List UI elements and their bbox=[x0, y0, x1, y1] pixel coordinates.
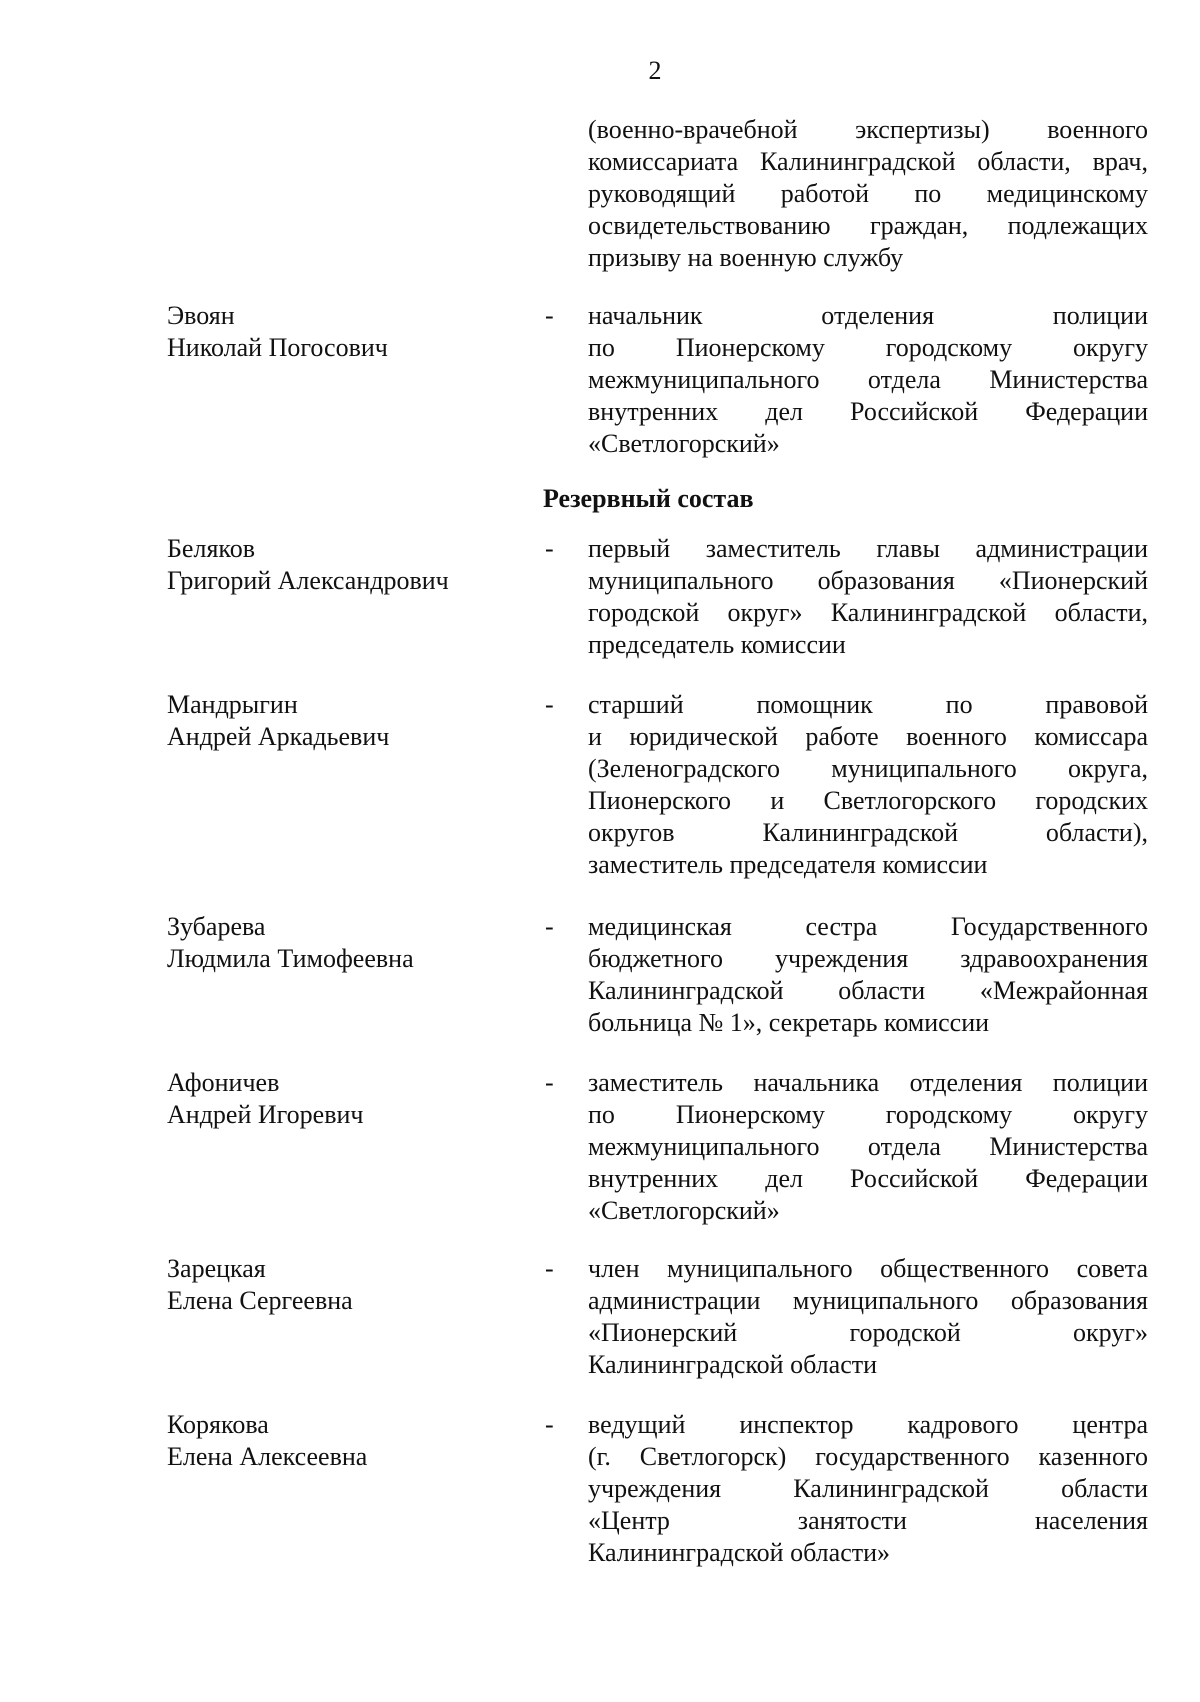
member-given-name: Григорий Александрович bbox=[167, 566, 449, 595]
description-line: администрации муниципального образования bbox=[588, 1286, 1148, 1315]
entry-description bbox=[588, 1253, 1148, 1381]
entry-dash: - bbox=[545, 301, 554, 330]
member-given-name: Андрей Игоревич bbox=[167, 1100, 364, 1129]
description-line: округов Калининградской области), bbox=[588, 818, 1148, 847]
member-name bbox=[167, 1253, 527, 1317]
member-given-name: Андрей Аркадьевич bbox=[167, 722, 390, 751]
description-line: больница № 1», секретарь комиссии bbox=[588, 1008, 990, 1037]
description-line: заместитель председателя комиссии bbox=[588, 850, 988, 879]
member-given-name: Елена Сергеевна bbox=[167, 1286, 353, 1315]
description-line: призыву на военную службу bbox=[588, 243, 904, 272]
description-line: «Светлогорский» bbox=[588, 1196, 780, 1225]
member-given-name: Людмила Тимофеевна bbox=[167, 944, 414, 973]
description-line: «Центр занятости населения bbox=[588, 1506, 1148, 1535]
description-line: муниципального образования «Пионерский bbox=[588, 566, 1148, 595]
entry-description bbox=[588, 689, 1148, 881]
description-line: межмуниципального отдела Министерства bbox=[588, 365, 1148, 394]
description-line: ведущий инспектор кадрового центра bbox=[588, 1410, 1148, 1439]
description-line: начальник отделения полиции bbox=[588, 301, 1148, 330]
entry-dash: - bbox=[545, 690, 554, 719]
member-name bbox=[167, 300, 527, 364]
description-line: «Светлогорский» bbox=[588, 429, 780, 458]
entry-description bbox=[588, 911, 1148, 1039]
description-line: Калининградской области bbox=[588, 1350, 878, 1379]
description-line: Калининградской области» bbox=[588, 1538, 891, 1567]
description-line: Калининградской области «Межрайонная bbox=[588, 976, 1148, 1005]
description-line: «Пионерский городской округ» bbox=[588, 1318, 1148, 1347]
entry-description bbox=[588, 300, 1148, 460]
member-name bbox=[167, 689, 527, 753]
entry-dash: - bbox=[545, 1068, 554, 1097]
description-line: городской округ» Калининградской области, bbox=[588, 598, 1148, 627]
member-surname: Эвоян bbox=[167, 301, 235, 330]
description-line: член муниципального общественного совета bbox=[588, 1254, 1148, 1283]
description-line: старший помощник по правовой bbox=[588, 690, 1148, 719]
page-number: 2 bbox=[648, 56, 662, 85]
member-given-name: Николай Погосович bbox=[167, 333, 388, 362]
description-line: медицинская сестра Государственного bbox=[588, 912, 1148, 941]
member-name bbox=[167, 1067, 527, 1131]
description-line: учреждения Калининградской области bbox=[588, 1474, 1148, 1503]
description-line: межмуниципального отдела Министерства bbox=[588, 1132, 1148, 1161]
entry-dash: - bbox=[545, 1410, 554, 1439]
description-line: комиссариата Калининградской области, врач, bbox=[588, 147, 1148, 176]
description-line: (военно-врачебной экспертизы) военного bbox=[588, 115, 1148, 144]
description-line: первый заместитель главы администрации bbox=[588, 534, 1148, 563]
description-line: внутренних дел Российской Федерации bbox=[588, 397, 1148, 426]
description-line: председатель комиссии bbox=[588, 630, 846, 659]
description-line: освидетельствованию граждан, подлежащих bbox=[588, 211, 1148, 240]
entry-description bbox=[588, 1067, 1148, 1227]
member-surname: Мандрыгин bbox=[167, 690, 298, 719]
description-line: (г. Светлогорск) государственного казенного bbox=[588, 1442, 1148, 1471]
reserve-heading: Резервный состав bbox=[543, 484, 754, 513]
description-line: по Пионерскому городскому округу bbox=[588, 333, 1148, 362]
description-line: внутренних дел Российской Федерации bbox=[588, 1164, 1148, 1193]
member-surname: Афоничев bbox=[167, 1068, 280, 1097]
member-given-name: Елена Алексеевна bbox=[167, 1442, 368, 1471]
description-line: руководящий работой по медицинскому bbox=[588, 179, 1148, 208]
description-line: заместитель начальника отделения полиции bbox=[588, 1068, 1148, 1097]
member-surname: Беляков bbox=[167, 534, 255, 563]
member-surname: Зубарева bbox=[167, 912, 266, 941]
member-surname: Корякова bbox=[167, 1410, 269, 1439]
entry-dash: - bbox=[545, 1254, 554, 1283]
member-surname: Зарецкая bbox=[167, 1254, 266, 1283]
description-line: по Пионерскому городскому округу bbox=[588, 1100, 1148, 1129]
description-line: Пионерского и Светлогорского городских bbox=[588, 786, 1148, 815]
entry-description bbox=[588, 1409, 1148, 1569]
entry-description bbox=[588, 533, 1148, 661]
entry-description bbox=[588, 114, 1148, 274]
description-line: (Зеленоградского муниципального округа, bbox=[588, 754, 1148, 783]
entry-dash: - bbox=[545, 534, 554, 563]
entry-dash: - bbox=[545, 912, 554, 941]
description-line: и юридической работе военного комиссара bbox=[588, 722, 1148, 751]
description-line: бюджетного учреждения здравоохранения bbox=[588, 944, 1148, 973]
member-name bbox=[167, 533, 527, 597]
member-name bbox=[167, 1409, 527, 1473]
member-name bbox=[167, 911, 527, 975]
